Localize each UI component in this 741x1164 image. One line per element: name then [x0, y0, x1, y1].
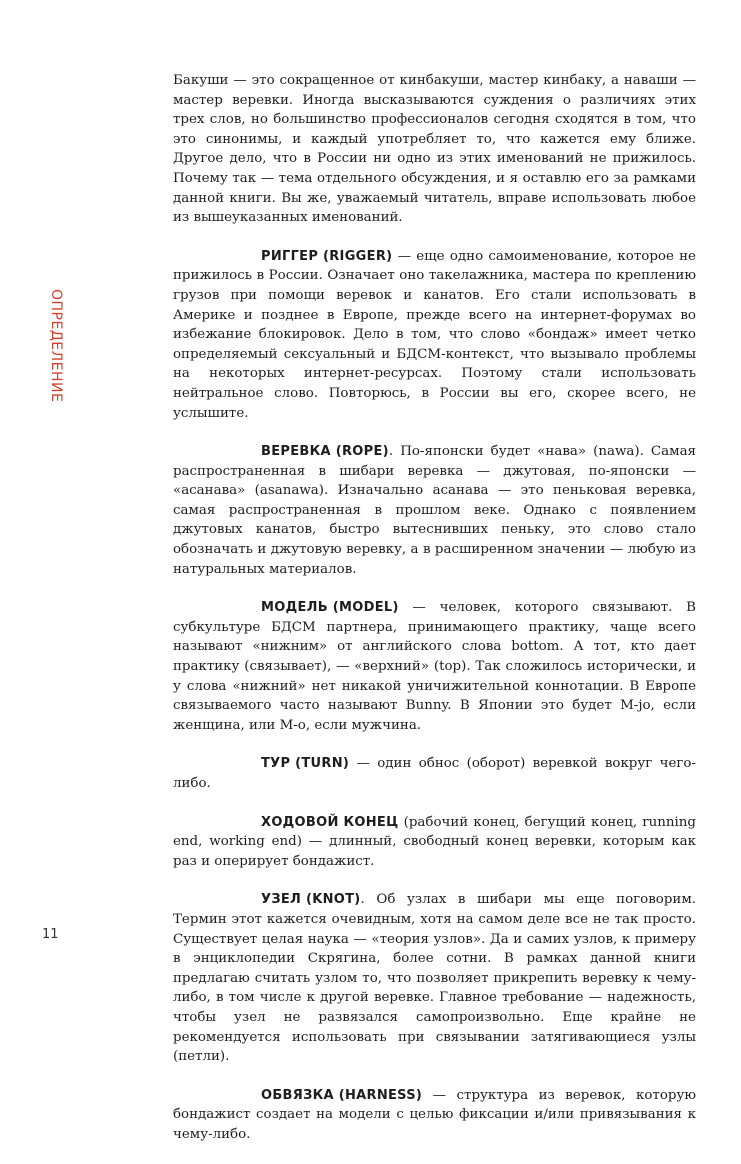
intro-paragraph: Бакуши — это сокращенное от кинбакуши, мастер кинбаку, а наваши — мастер веревки. Иногда высказываются суждения о различиях этих трех слов, но большинство профессионалов сегодня сходятся в том, что это синонимы, и каждый употребляет то, что кажется ему ближе. Другое дело, что в России ни одно из этих именований не прижилось. Почему так — тема отдельного обсуждения, и я оставлю его за рамками данной книги. Вы же, уважаемый читатель, вправе использовать любое из вышеуказанных именований. [173, 73, 696, 226]
term-definition: — один обнос (оборот) веревкой вокруг чего-либо. [173, 756, 696, 791]
term-definition: (рабочий конец, бегущий конец, running end, working end) — длинный, свободный конец веревки, которым как раз и оперирует бондажист. [173, 814, 696, 869]
definition-running-end [173, 813, 696, 872]
section-title: ОПРЕДЕЛЕНИЕ [48, 289, 64, 403]
term-label: МОДЕЛЬ (MODEL) [261, 600, 399, 616]
definition-model [173, 598, 696, 735]
term-label: ОБВЯЗКА (HARNESS) [261, 1087, 423, 1103]
definition-rope [173, 442, 696, 579]
term-label: ВЕРЕВКА (ROPE) [261, 444, 389, 460]
term-definition: . По-японски будет «нава» (nawa). Самая распространенная в шибари веревка — джутовая, по-японски — «асанава» (asanawa). Изначально асанава — это пеньковая веревка, самая распространенная в прошлом веке. Однако с появлением джутовых канатов, быстро вытеснивших пеньку, это слово стало обозначать и джутовую веревку, а в расширенном значении — любую из натуральных материалов. [173, 444, 696, 577]
term-label: ХОДОВОЙ КОНЕЦ [261, 814, 399, 830]
term-definition: . Об узлах в шибари мы еще поговорим. Термин этот кажется очевидным, хотя на самом деле все не так просто. Существует целая наука — «теория узлов». Да и самих узлов, к примеру в энциклопедии Скрягина, более сотни. В рамках данной книги предлагаю считать узлом то, что позволяет прикрепить веревку к чему-либо, в том числе к другой веревке. Главное требование — надежность, чтобы узел не развязался самопроизвольно. Еще крайне не рекомендуется использовать при связывании затягивающиеся узлы (петли). [173, 892, 696, 1065]
term-definition: — человек, которого связывают. В субкультуре БДСМ партнера, принимающего практику, чаще всего называют «нижним» от английского слова bottom. А тот, кто дает практику (связывает), — «верхний» (top). Так сложилось исторически, и у слова «нижний» нет никакой уничижительной коннотации. В Европе связываемого часто называют Bunny. В Японии это будет M-jo, если женщина, или M-o, если мужчина. [173, 600, 696, 733]
term-definition: — еще одно самоименование, которое не прижилось в России. Означает оно такелажника, мастера по креплению грузов при помощи веревок и канатов. Его стали использовать в Америке и позднее в Европе, прежде всего на интернет-форумах во избежание блокировок. Дело в том, что слово «бондаж» имеет четко определяемый сексуальный и БДСМ-контекст, что вызывало проблемы на некоторых интернет-ресурсах. Поэтому стали использовать нейтральное слово. Повторюсь, в России вы его, скорее всего, не услышите. [173, 248, 696, 421]
term-label: РИГГЕР (RIGGER) [261, 248, 393, 264]
term-definition: — структура из веревок, которую бондажист создает на модели с целью фиксации и/или привязывания к чему-либо. [173, 1087, 696, 1142]
term-label: УЗЕЛ (KNOT) [261, 892, 361, 908]
definition-rigger [173, 247, 696, 423]
definition-knot [173, 890, 696, 1066]
term-label: ТУР (TURN) [261, 756, 350, 772]
page-number: 11 [42, 927, 59, 942]
definition-harness [173, 1086, 696, 1145]
definition-turn [173, 754, 696, 793]
